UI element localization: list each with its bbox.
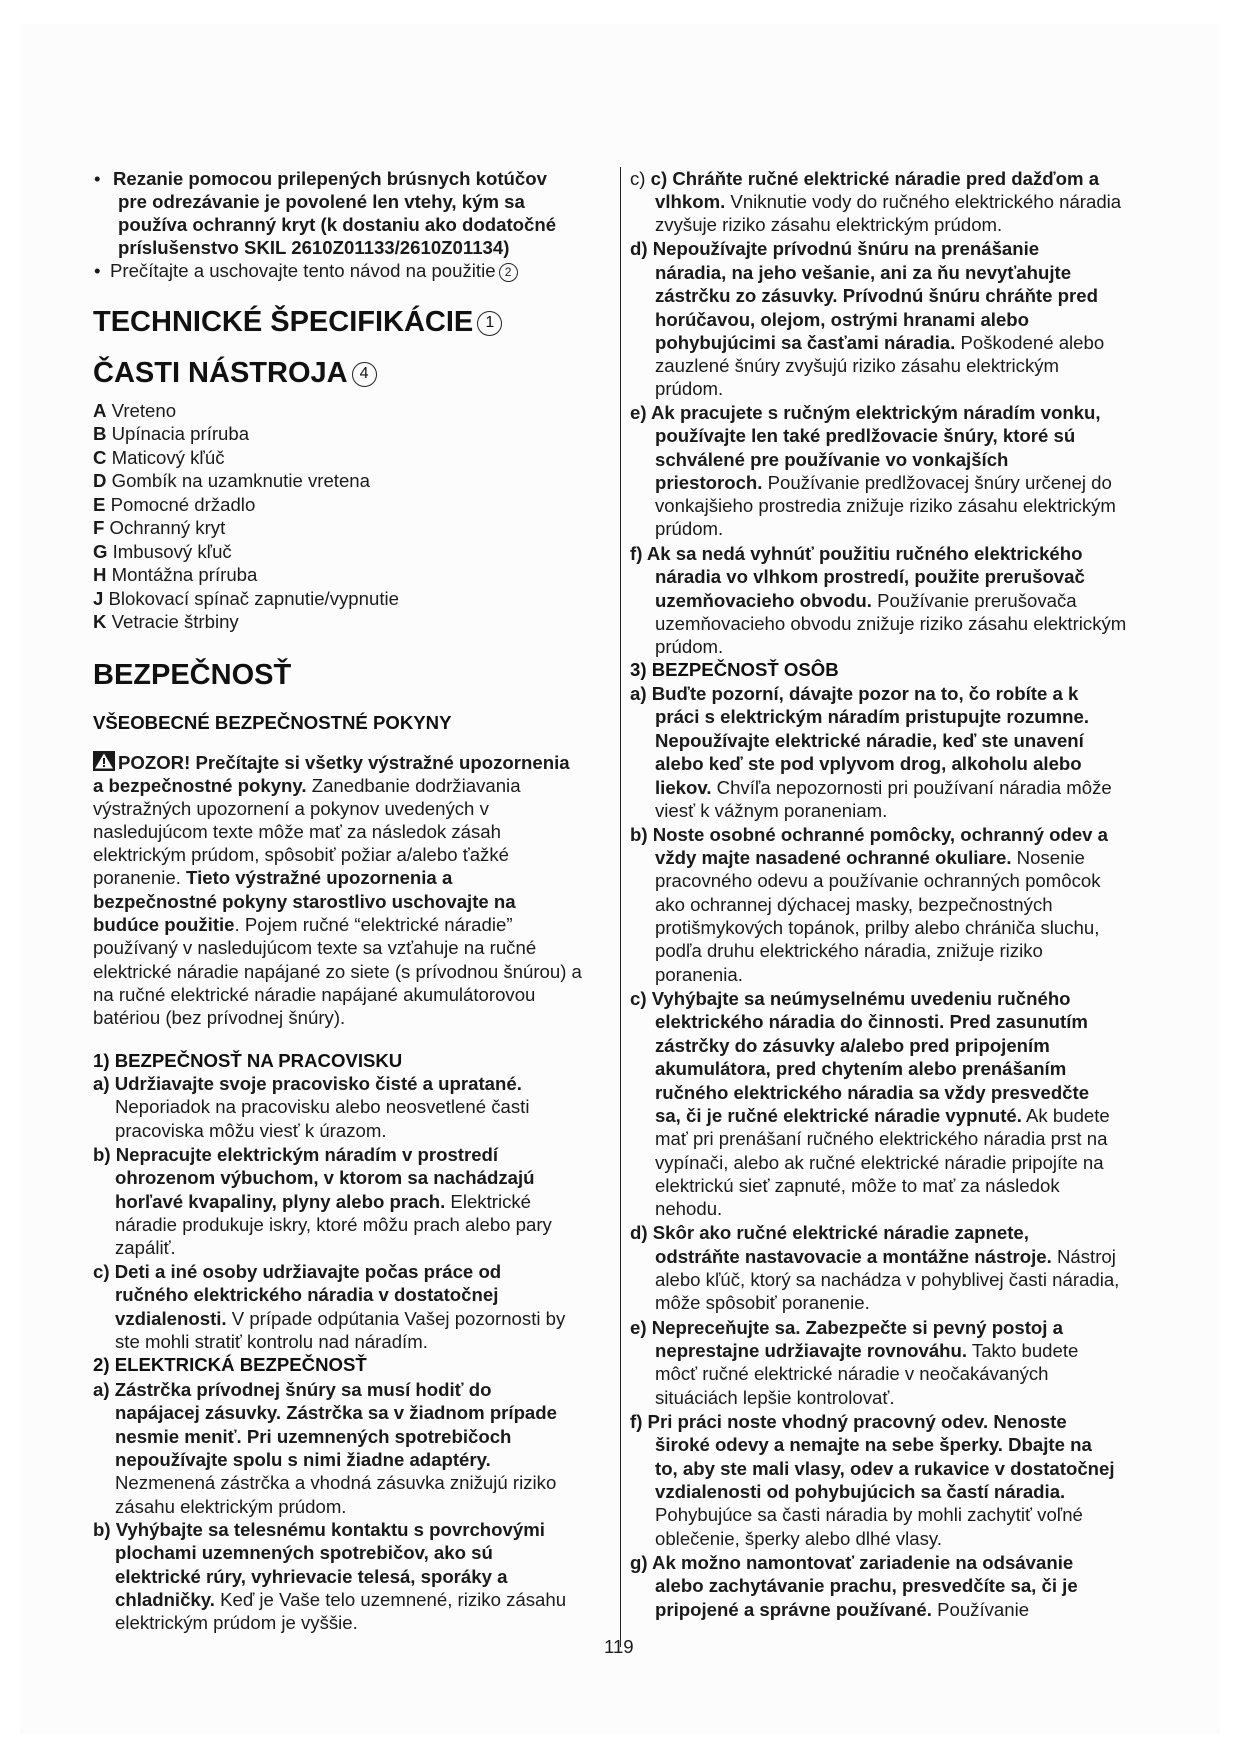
- parts-item: H Montážna príruba: [93, 564, 258, 585]
- figure-ref-1: 1: [477, 311, 502, 336]
- s1b-line-1: b) Nepracujte elektrickým náradím v prostredí: [93, 1144, 499, 1165]
- r3c-line-2: elektrického náradia do činnosti. Pred zasunutím: [655, 1011, 1088, 1032]
- s1c-line-2: ručného elektrického náradia v dostatočnej: [115, 1284, 499, 1305]
- s1a-line-3: pracoviska môžu viesť k úrazom.: [115, 1120, 387, 1141]
- s2b-line-2: plochami uzemnených spotrebičov, ako sú: [115, 1542, 493, 1563]
- s2a-line-4: nepoužívajte spolu s nimi žiadne adaptéry.: [115, 1449, 491, 1470]
- r3f-line-2: široké odevy a nemajte na sebe šperky. Dbajte na: [655, 1434, 1092, 1455]
- s1b-line-3: horľavé kvapaliny, plyny alebo prach. Elektrické: [115, 1191, 532, 1212]
- r3f-line-6: oblečenie, šperky alebo dlhé vlasy.: [655, 1528, 942, 1549]
- s2a-line-1: a) Zástrčka prívodnej šnúry sa musí hodiť do: [93, 1379, 492, 1400]
- s2b-line-3: elektrické rúry, vyhrievacie telesá, sporáky a: [115, 1566, 508, 1587]
- parts-item: F Ochranný kryt: [93, 517, 226, 538]
- s2a-line-6: zásahu elektrickým prúdom.: [115, 1496, 347, 1517]
- warning-line-5: elektrickým prúdom, spôsobiť požiar a/alebo ťažké: [93, 844, 509, 865]
- re-line-5: vonkajšieho prostredia znižuje riziko zásahu elektrickým: [655, 495, 1116, 516]
- rd-line-3: zástrčku zo zásuvky. Prívodnú šnúru chráňte pred: [655, 285, 1098, 306]
- r3b-line-3: pracovného odevu a používanie ochranných pomôcok: [655, 870, 1101, 891]
- tech-spec-heading: TECHNICKÉ ŠPECIFIKÁCIE 1: [93, 304, 502, 340]
- r3c-line-8: vypínači, alebo ak ručné elektrické náradie pripojíte na: [655, 1152, 1104, 1173]
- figure-ref-2: 2: [499, 263, 518, 282]
- rd-line-5: pohybujúcimi sa časťami náradia. Poškodené alebo: [655, 332, 1105, 353]
- intro-bullet-1-line-3: používa ochranný kryt (k dostaniu ako dodatočné: [118, 214, 557, 235]
- r3b-line-5: protišmykových topánok, prilby alebo chrániča sluchu,: [655, 917, 1100, 938]
- r3d-line-1: d) Skôr ako ručné elektrické náradie zapnete,: [630, 1222, 1029, 1243]
- r3c-line-1: c) Vyhýbajte sa neúmyselnému uvedeniu ručného: [630, 988, 1071, 1009]
- rd-line-7: prúdom.: [655, 378, 724, 399]
- s1a-line-1: a) Udržiavajte svoje pracovisko čisté a upratané.: [93, 1073, 522, 1094]
- column-divider: [620, 167, 621, 1647]
- rf-line-5: prúdom.: [655, 636, 724, 657]
- r3e-line-3: môcť ručné elektrické náradie v neočakávaných: [655, 1363, 1049, 1384]
- warning-line-12: batériou (bez prívodnej šnúry).: [93, 1007, 346, 1028]
- r3a-line-1: a) Buďte pozorní, dávajte pozor na to, čo robíte a k: [630, 683, 1079, 704]
- rf-line-2: náradia vo vlhkom prostredí, použite prerušovač: [655, 566, 1085, 587]
- s1c-line-1: c) Deti a iné osoby udržiavajte počas práce od: [93, 1261, 502, 1282]
- r3a-line-4: alebo keď ste pod vplyvom drog, alkoholu alebo: [655, 753, 1082, 774]
- parts-item: K Vetracie štrbiny: [93, 611, 239, 632]
- r3d-line-3: alebo kľúč, ktorý sa nachádza v pohyblivej časti náradia,: [655, 1269, 1120, 1290]
- warning-line-2: a bezpečnostné pokyny. Zanedbanie dodržiavania: [93, 775, 521, 796]
- warning-line-3: výstražných upozornení a pokynov uvedených v: [93, 798, 489, 819]
- rf-line-3: uzemňovacieho obvodu. Používanie prerušovača: [655, 590, 1077, 611]
- r3b-line-2: vždy majte nasadené ochranné okuliare. Nosenie: [655, 847, 1085, 868]
- re-line-1: e) Ak pracujete s ručným elektrickým náradím vonku,: [630, 402, 1101, 423]
- rd-line-6: zauzlené šnúry zvyšujú riziko zásahu elektrickým: [655, 355, 1060, 376]
- warning-line-8: budúce použitie. Pojem ručné “elektrické náradie”: [93, 914, 513, 935]
- r3g-line-2: alebo zachytávanie prachu, presvedčíte sa, či je: [655, 1575, 1078, 1596]
- personal-safety-heading: 3) BEZPEČNOSŤ OSÔB: [630, 659, 839, 680]
- electrical-safety-heading: 2) ELEKTRICKÁ BEZPEČNOSŤ: [93, 1354, 367, 1375]
- parts-item: E Pomocné držadlo: [93, 494, 256, 515]
- rd-line-1: d) Nepoužívajte prívodnú šnúru na prenášanie: [630, 238, 1040, 259]
- parts-heading: ČASTI NÁSTROJA 4: [93, 355, 377, 391]
- work-area-safety-heading: 1) BEZPEČNOSŤ NA PRACOVISKU: [93, 1050, 403, 1071]
- r3b-line-6: podľa druhu elektrického náradia, znižuje riziko: [655, 940, 1043, 961]
- r3c-line-7: mať pri prenášaní ručného elektrického náradia prst na: [655, 1128, 1108, 1149]
- r3c-line-9: elektrickú sieť zapnuté, môže to mať za následok: [655, 1175, 1060, 1196]
- safety-heading: BEZPEČNOSŤ: [93, 659, 292, 691]
- re-line-4: priestoroch. Používanie predlžovacej šnúry určenej do: [655, 472, 1112, 493]
- warning-triangle-icon: [93, 751, 115, 771]
- warning-line-11: na ručné elektrické náradie napájané akumulátorovou: [93, 984, 536, 1005]
- r3g-line-1: g) Ak možno namontovať zariadenie na odsávanie: [630, 1552, 1074, 1573]
- r3c-line-3: zástrčky do zásuvky a/alebo pred pripojením: [655, 1035, 1050, 1056]
- r3f-line-1: f) Pri práci noste vhodný pracovný odev. Nenoste: [630, 1411, 1067, 1432]
- s1a-line-2: Neporiadok na pracovisku alebo neosvetlené časti: [115, 1096, 530, 1117]
- warning-line-4: nasledujúcom texte môže mať za následok zásah: [93, 821, 501, 842]
- r3f-line-4: vzdialenosti od pohybujúcich sa častí náradia.: [655, 1481, 1066, 1502]
- parts-item: J Blokovací spínač zapnutie/vypnutie: [93, 588, 399, 609]
- s2b-line-1: b) Vyhýbajte sa telesnému kontaktu s povrchovými: [93, 1519, 545, 1540]
- s1c-line-3: vzdialenosti. V prípade odpútania Vašej pozornosti by: [115, 1308, 566, 1329]
- rc-line-2: vlhkom. Vniknutie vody do ručného elektrického náradia: [655, 191, 1122, 212]
- s2b-line-5: elektrickým prúdom je vyššie.: [115, 1612, 358, 1633]
- parts-item: B Upínacia príruba: [93, 423, 250, 444]
- intro-bullet-1-line-4: príslušenstvo SKIL 2610Z01133/2610Z01134): [118, 237, 510, 258]
- r3b-line-7: poranenia.: [655, 964, 743, 985]
- re-line-2: používajte len také predlžovacie šnúry, ktoré sú: [655, 425, 1076, 446]
- parts-item: D Gombík na uzamknutie vretena: [93, 470, 370, 491]
- rc-line-3: zvyšuje riziko zásahu elektrickým prúdom.: [655, 214, 1003, 235]
- rc-line-1: c) c) Chráňte ručné elektrické náradie pred dažďom a: [630, 168, 1100, 189]
- s2a-line-3: nesmie meniť. Pri uzemnených spotrebičoch: [115, 1426, 512, 1447]
- rf-line-1: f) Ak sa nedá vyhnúť použitiu ručného elektrického: [630, 543, 1083, 564]
- s2a-line-2: napájacej zásuvky. Zástrčka sa v žiadnom prípade: [115, 1402, 557, 1423]
- r3e-line-1: e) Nepreceňujte sa. Zabezpečte si pevný postoj a: [630, 1317, 1063, 1338]
- parts-item: C Maticový kľúč: [93, 447, 225, 468]
- re-line-3: schválené pre používanie vo vonkajších: [655, 449, 1009, 470]
- re-line-6: prúdom.: [655, 518, 724, 539]
- warning-line-9: používaný v nasledujúcom texte sa vzťahuje na ručné: [93, 937, 537, 958]
- warning-line-7: bezpečnostné pokyny starostlivo uschovajte na: [93, 891, 516, 912]
- r3e-line-2: neprestajne udržiavajte rovnováhu. Takto budete: [655, 1340, 1079, 1361]
- r3g-line-3: pripojené a správne používané. Používanie: [655, 1599, 1030, 1620]
- r3d-line-4: môže spôsobiť poranenie.: [655, 1292, 870, 1313]
- warning-line-6: poranenie. Tieto výstražné upozornenia a: [93, 867, 453, 888]
- parts-item: A Vreteno: [93, 400, 177, 421]
- s2a-line-5: Nezmenená zástrčka a vhodná zásuvka znižujú riziko: [115, 1472, 557, 1493]
- s2b-line-4: chladničky. Keď je Vaše telo uzemnené, riziko zásahu: [115, 1589, 567, 1610]
- rd-line-2: náradia, na jeho vešanie, ani za ňu nevyťahujte: [655, 262, 1072, 283]
- warning-line-10: elektrické náradie napájané zo siete (s prívodnou šnúrou) a: [93, 961, 582, 982]
- r3b-line-4: ako ochrannej dýchacej masky, bezpečnostných: [655, 894, 1053, 915]
- s1b-line-2: ohrozenom výbuchom, v ktorom sa nachádzajú: [115, 1167, 535, 1188]
- r3a-line-3: Nepoužívajte elektrické náradie, keď ste unavení: [655, 730, 1084, 751]
- r3d-line-2: odstráňte nastavovacie a montážne nástroje. Nástroj: [655, 1246, 1116, 1267]
- warning-line-1: POZOR! Prečítajte si všetky výstražné upozornenia: [93, 751, 570, 774]
- rf-line-4: uzemňovacieho obvodu znižuje riziko zásahu elektrickým: [655, 613, 1127, 634]
- r3e-line-4: situáciách lepšie kontrolovať.: [655, 1387, 895, 1408]
- r3f-line-3: to, aby ste mali vlasy, odev a rukavice v dostatočnej: [655, 1458, 1115, 1479]
- r3a-line-2: práci s elektrickým náradím pristupujte rozumne.: [655, 706, 1089, 727]
- rd-line-4: horúčavou, olejom, ostrými hranami alebo: [655, 309, 1030, 330]
- s1c-line-4: ste mohli stratiť kontrolu nad náradím.: [115, 1331, 428, 1352]
- intro-bullet-1-line-2: pre odrezávanie je povolené len vtehy, kým sa: [118, 191, 525, 212]
- r3b-line-1: b) Noste osobné ochranné pomôcky, ochranný odev a: [630, 824, 1109, 845]
- intro-bullet-2-marker: •: [94, 260, 101, 281]
- general-safety-heading: VŠEOBECNÉ BEZPEČNOSTNÉ POKYNY: [93, 712, 452, 733]
- r3c-line-10: nehodu.: [655, 1198, 723, 1219]
- s1b-line-4: náradie produkuje iskry, ktoré môžu prach alebo pary: [115, 1214, 552, 1235]
- intro-bullet-marker: •: [94, 168, 101, 189]
- s1b-line-5: zapáliť.: [115, 1237, 176, 1258]
- r3c-line-5: ručného elektrického náradia sa vždy presvedčte: [655, 1082, 1090, 1103]
- figure-ref-4: 4: [352, 362, 377, 387]
- r3c-line-4: akumulátora, pred chytením alebo prenášaním: [655, 1058, 1067, 1079]
- r3f-line-5: Pohybujúce sa časti náradia by mohli zachytiť voľné: [655, 1504, 1083, 1525]
- intro-bullet-1-line-1: Rezanie pomocou prilepených brúsnych kotúčov: [113, 168, 547, 189]
- page-number: 119: [604, 1636, 634, 1657]
- r3a-line-6: viesť k vážnym poraneniam.: [655, 800, 888, 821]
- intro-bullet-2: Prečítajte a uschovajte tento návod na použitie 2: [110, 259, 518, 282]
- parts-item: G Imbusový kľuč: [93, 541, 232, 562]
- r3c-line-6: sa, či je ručné elektrické náradie vypnuté. Ak budete: [655, 1105, 1110, 1126]
- r3a-line-5: liekov. Chvíľa nepozornosti pri používaní náradia môže: [655, 777, 1112, 798]
